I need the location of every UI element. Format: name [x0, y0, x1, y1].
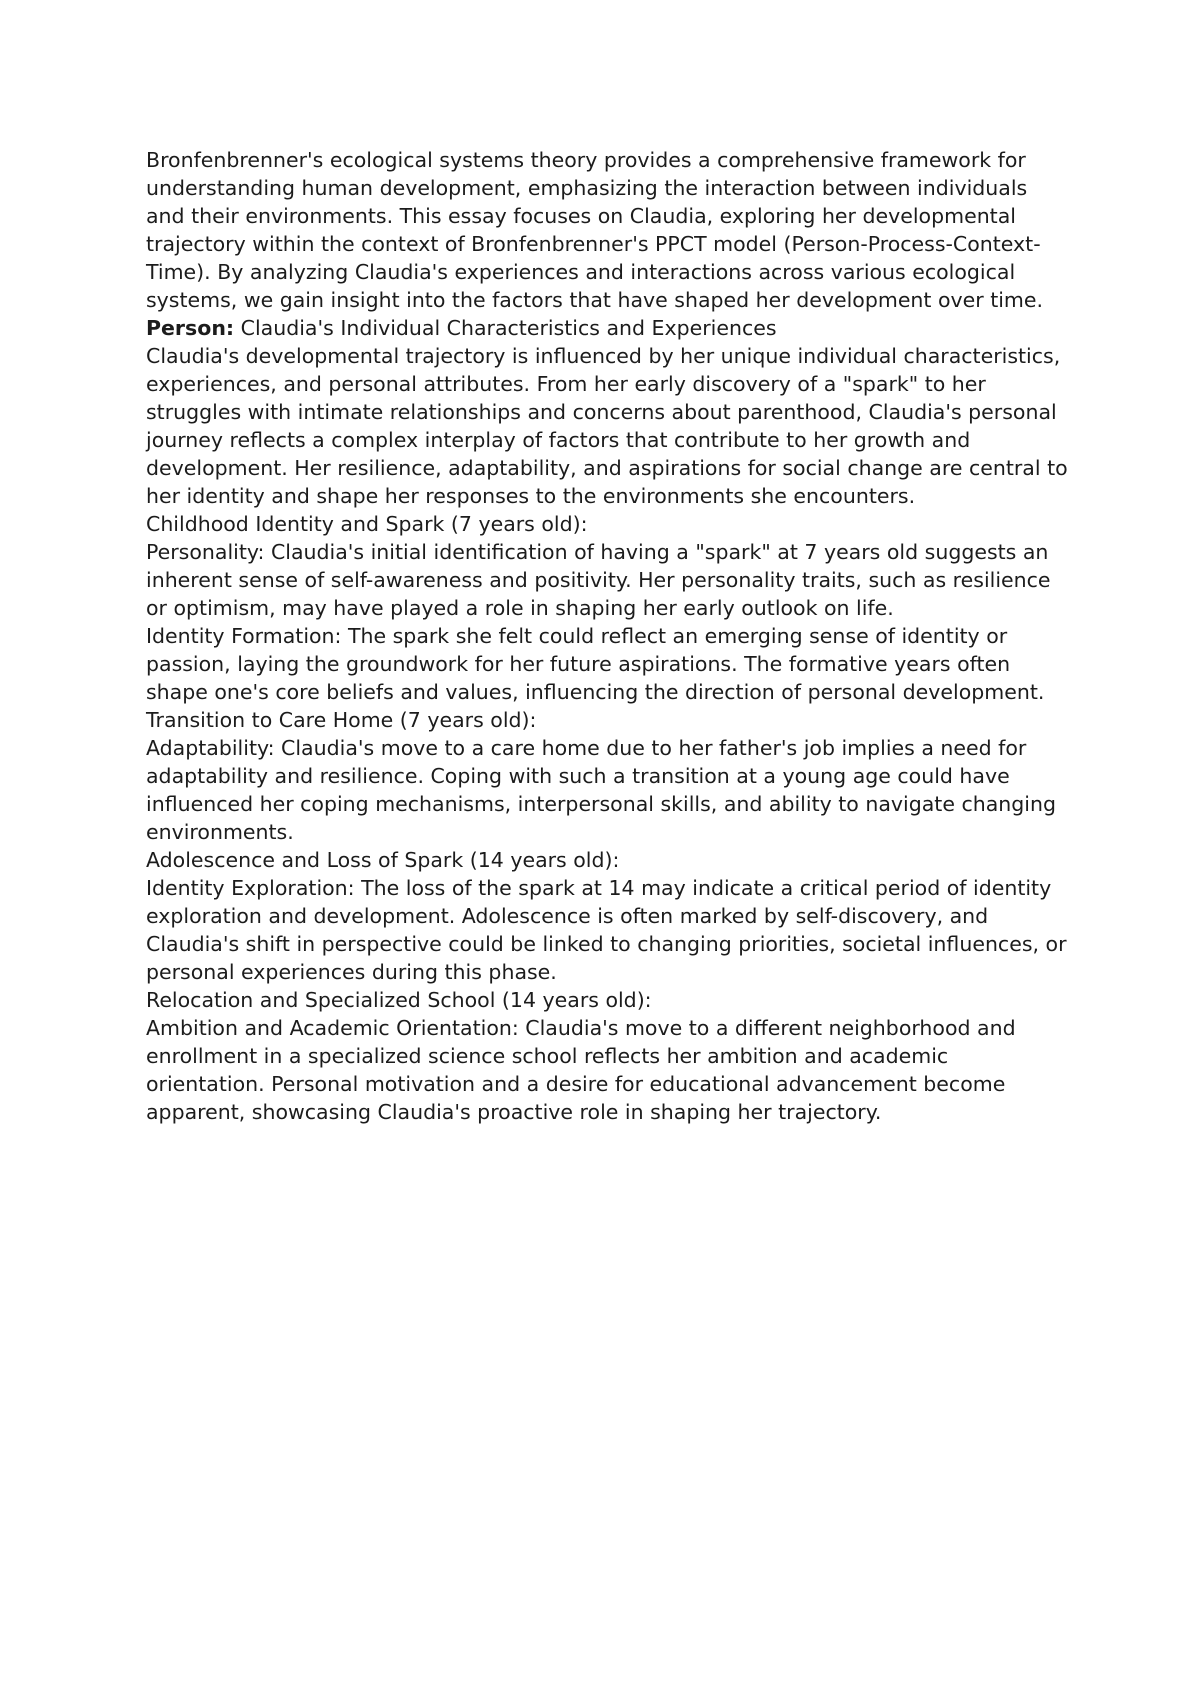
person-overview-paragraph: Claudia's developmental trajectory is influenced by her unique individual characteristics, experiences, and personal attributes. From her early discovery of a "spark" to her struggles with intimate relationships and concerns about parenthood, Claudia's personal journey reflects a complex interplay of factors that contribute to her growth and development. Her resilience, adaptability, and aspirations for social change are central to her identity and shape her responses to the environments she encounters.	[146, 344, 1068, 508]
section-heading-title: Claudia's Individual Characteristics and Experiences	[240, 316, 777, 340]
section-heading-label: Person:	[146, 316, 235, 340]
intro-paragraph: Bronfenbrenner's ecological systems theory provides a comprehensive framework for understanding human development, emphasizing the interaction between individuals and their environments. This essay focuses on Claudia, exploring her developmental trajectory within the context of Bronfenbrenner's PPCT model (Person-Process-Context-Time). By analyzing Claudia's experiences and interactions across various ecological systems, we gain insight into the factors that have shaped her development over time.	[146, 148, 1044, 312]
subheading-care-home: Transition to Care Home (7 years old):	[146, 708, 537, 732]
adaptability-paragraph: Adaptability: Claudia's move to a care home due to her father's job implies a need for adaptability and resilience. Coping with such a transition at a young age could have influenced her coping mechanisms, interpersonal skills, and ability to navigate changing environments.	[146, 736, 1057, 844]
subheading-adolescence: Adolescence and Loss of Spark (14 years old):	[146, 848, 620, 872]
personality-paragraph: Personality: Claudia's initial identification of having a "spark" at 7 years old suggests an inherent sense of self-awareness and positivity. Her personality traits, such as resilience or optimism, may have played a role in shaping her early outlook on life.	[146, 540, 1051, 620]
section-heading	[146, 314, 1068, 342]
identity-exploration-paragraph: Identity Exploration: The loss of the spark at 14 may indicate a critical period of identity exploration and development. Adolescence is often marked by self-discovery, and Claudia's shift in perspective could be linked to changing priorities, societal influences, or personal experiences during this phase.	[146, 876, 1067, 984]
subheading-childhood: Childhood Identity and Spark (7 years old):	[146, 512, 588, 536]
subheading-relocation: Relocation and Specialized School (14 years old):	[146, 988, 652, 1012]
document-body	[146, 146, 1068, 1126]
ambition-paragraph: Ambition and Academic Orientation: Claudia's move to a different neighborhood and enrollment in a specialized science school reflects her ambition and academic orientation. Personal motivation and a desire for educational advancement become apparent, showcasing Claudia's proactive role in shaping her trajectory.	[146, 1016, 1016, 1124]
identity-formation-paragraph: Identity Formation: The spark she felt could reflect an emerging sense of identity or passion, laying the groundwork for her future aspirations. The formative years often shape one's core beliefs and values, influencing the direction of personal development.	[146, 624, 1045, 704]
